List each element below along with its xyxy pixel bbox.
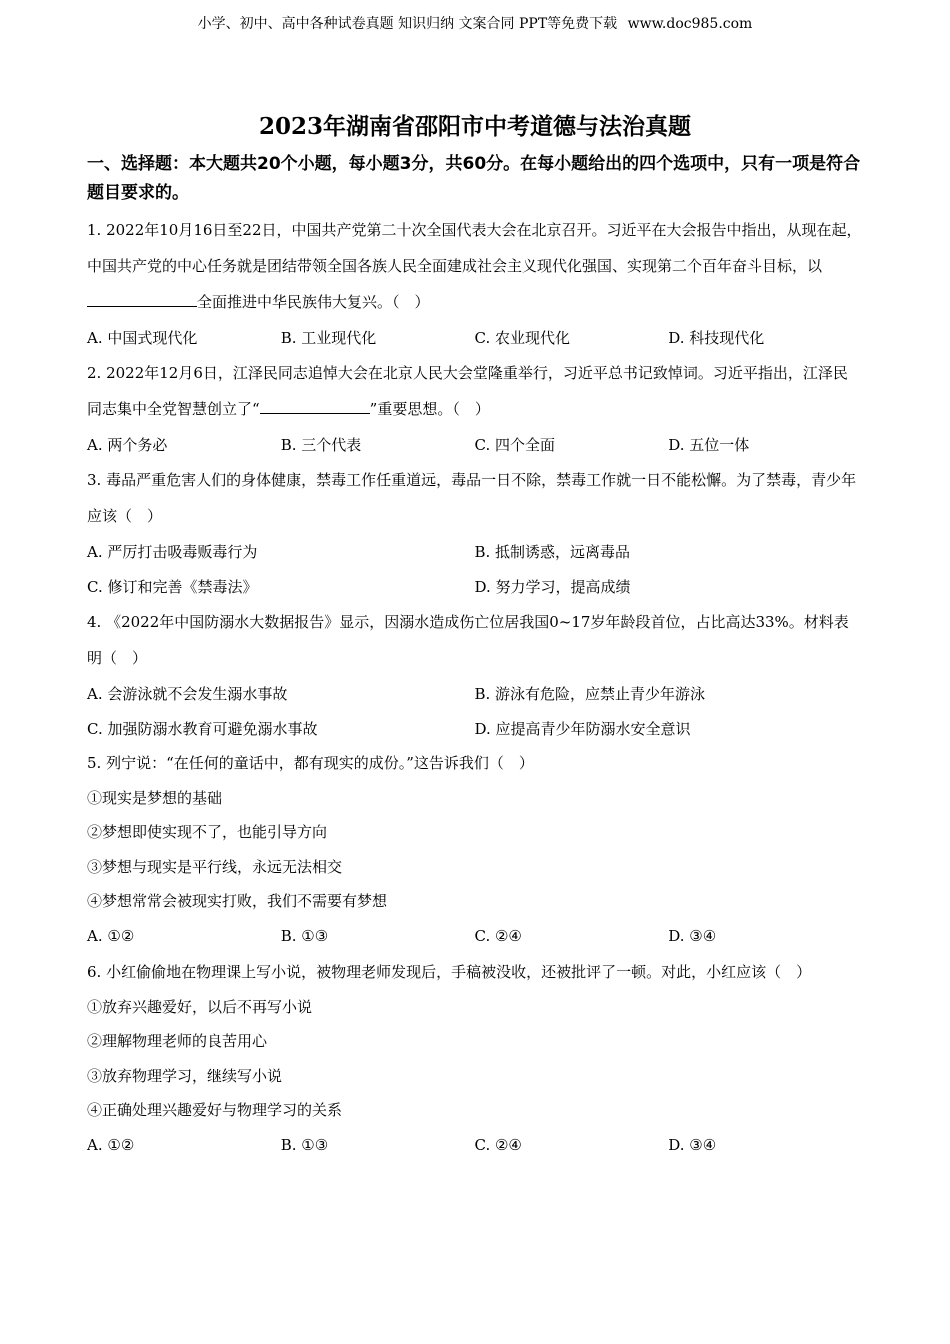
option-a: A. 两个务必	[87, 436, 168, 454]
question-1-options	[87, 320, 862, 355]
option-a: A. 中国式现代化	[87, 329, 198, 347]
option-c: C. 加强防溺水教育可避免溺水事故	[87, 720, 318, 738]
answer-blank	[87, 292, 197, 307]
question-6-options	[87, 1128, 862, 1163]
question-6: 6. 小红偷偷地在物理课上写小说，被物理老师发现后，手稿被没收，还被批评了一顿。对此，小红应该（ ）	[87, 962, 812, 981]
option-b: B. ①③	[280, 927, 329, 945]
option-a: A. 严厉打击吸毒贩毒行为	[87, 543, 258, 561]
question-5-options	[87, 919, 862, 954]
question-5: 5. 列宁说：“在任何的童话中，都有现实的成份。”这告诉我们（ ）	[87, 754, 534, 772]
header-url[interactable]: www.doc985.com	[627, 16, 753, 32]
option-c: C. 农业现代化	[474, 329, 570, 347]
option-b: B. 游泳有危险，应禁止青少年游泳	[474, 685, 706, 703]
question-3-options-row2	[87, 569, 862, 604]
question-2	[87, 355, 862, 427]
section-heading: 一、选择题：本大题共20个小题，每小题3分，共60分。在每小题给出的四个选项中，只有一项是符合题目要求的。	[87, 154, 861, 203]
option-d: D. 五位一体	[668, 436, 750, 454]
option-d: D. 努力学习，提高成绩	[474, 578, 631, 596]
option-d: D. 科技现代化	[668, 329, 765, 347]
question-1	[87, 212, 862, 320]
answer-blank	[260, 399, 370, 414]
statement-2: ②理解物理老师的良苦用心	[87, 1032, 268, 1050]
option-c: C. 四个全面	[474, 436, 555, 454]
site-header	[0, 13, 950, 33]
question-2-options	[87, 427, 862, 462]
option-b: B. 三个代表	[280, 436, 362, 454]
question-3-options-row1	[87, 534, 862, 569]
page-title: 2023年湖南省邵阳市中考道德与法治真题	[258, 113, 691, 140]
question-4-options-row2	[87, 711, 862, 746]
header-text: 小学、初中、高中各种试卷真题 知识归纳 文案合同 PPT等免费下载	[197, 16, 618, 32]
exam-content	[87, 150, 862, 1163]
question-2-stem-after: ”重要思想。（ ）	[369, 400, 490, 418]
question-2-stem-before: 2. 2022年12月6日，江泽民同志追悼大会在北京人民大会堂隆重举行，习近平总书记致悼词。习近平指出，江泽民同志集中全党智慧创立了“	[87, 364, 848, 418]
option-a: A. ①②	[87, 1136, 135, 1154]
option-c: C. ②④	[474, 1136, 522, 1154]
option-c: C. 修订和完善《禁毒法》	[87, 578, 258, 596]
option-b: B. 抵制诱惑，远离毒品	[474, 543, 631, 561]
question-1-stem-after: 全面推进中华民族伟大复兴。（ ）	[197, 293, 430, 311]
question-1-stem-before: 1. 2022年10月16日至22日，中国共产党第二十次全国代表大会在北京召开。习近平在大会报告中指出，从现在起，中国共产党的中心任务就是团结带领全国各族人民全面建成社会主义现代化强国、实现第二个百年奋斗目标，以	[87, 221, 862, 275]
option-d: D. ③④	[668, 1136, 717, 1154]
option-d: D. 应提高青少年防溺水安全意识	[474, 720, 691, 738]
statement-1: ①放弃兴趣爱好，以后不再写小说	[87, 997, 313, 1016]
statement-1: ①现实是梦想的基础	[87, 788, 223, 807]
statement-2: ②梦想即使实现不了，也能引导方向	[87, 823, 328, 841]
question-4: 4. 《2022年中国防溺水大数据报告》显示，因溺水造成伤亡位居我国0~17岁年龄段首位，占比高达33%。材料表明（ ）	[87, 613, 849, 667]
option-a: A. 会游泳就不会发生溺水事故	[87, 685, 288, 703]
option-b: B. ①③	[280, 1136, 329, 1154]
option-d: D. ③④	[668, 927, 717, 945]
statement-3: ③放弃物理学习，继续写小说	[87, 1066, 283, 1085]
option-a: A. ①②	[87, 927, 135, 945]
question-4-options-row1	[87, 676, 862, 711]
statement-4: ④正确处理兴趣爱好与物理学习的关系	[87, 1101, 343, 1119]
option-c: C. ②④	[474, 927, 522, 945]
statement-4: ④梦想常常会被现实打败，我们不需要有梦想	[87, 892, 388, 910]
statement-3: ③梦想与现实是平行线，永远无法相交	[87, 857, 343, 876]
option-b: B. 工业现代化	[280, 329, 377, 347]
question-3: 3. 毒品严重危害人们的身体健康，禁毒工作任重道远，毒品一日不除，禁毒工作就一日不能松懈。为了禁毒，青少年应该（ ）	[87, 471, 857, 525]
